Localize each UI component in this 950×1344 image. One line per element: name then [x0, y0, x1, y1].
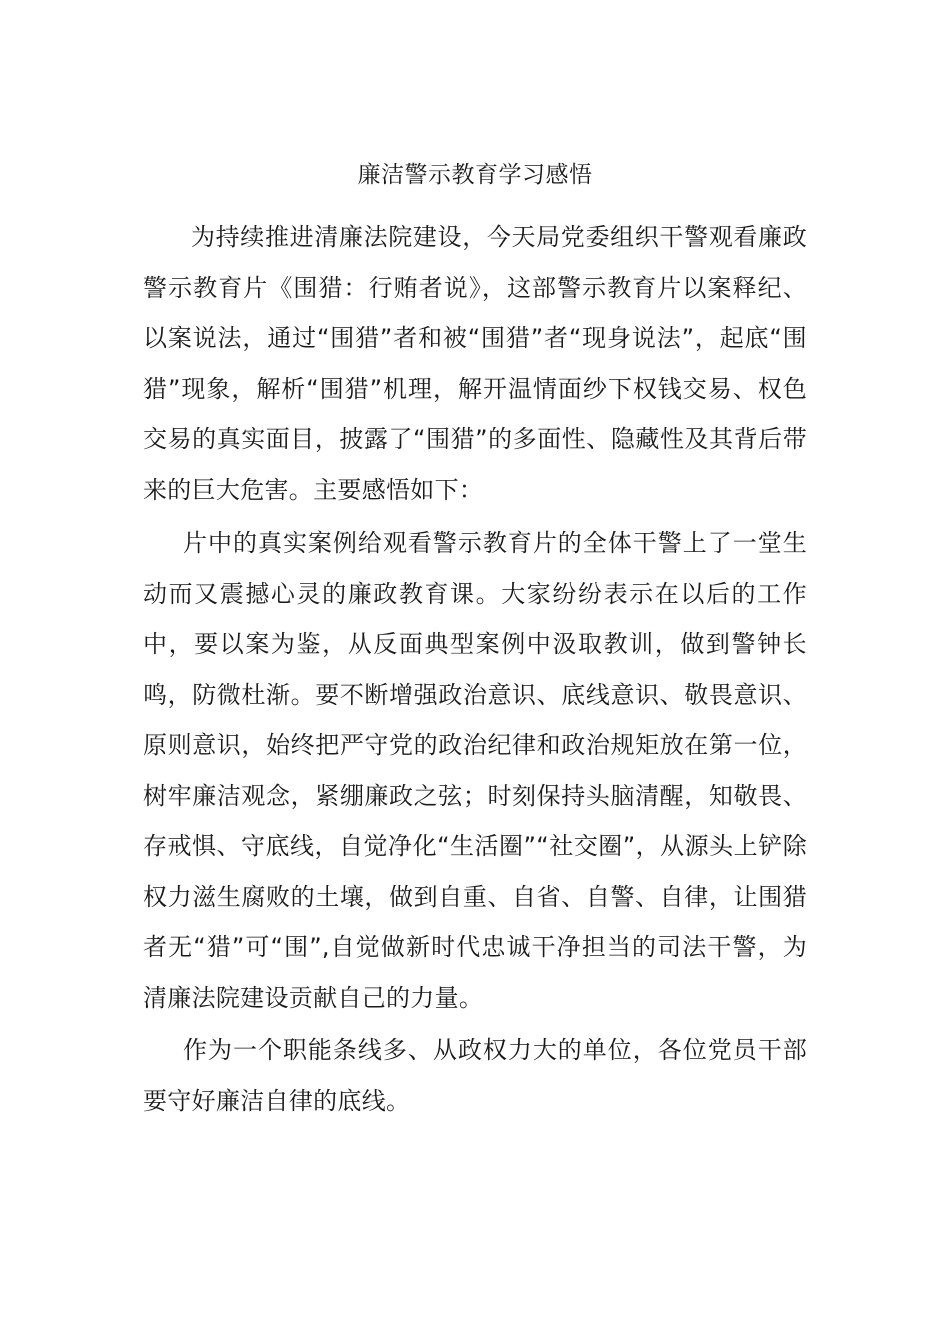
paragraph-reflection: 片中的真实案例给观看警示教育片的全体干警上了一堂生动而又震撼心灵的廉政教育课。大家纷纷表示在以后的工作中，要以案为鉴，从反面典型案例中汲取教训，做到警钟长鸣，防微杜渐。要不断增强政治意识、底线意识、敬畏意识、原则意识，始终把严守党的政治纪律和政治规矩放在第一位，树牢廉洁观念，紧绷廉政之弦；时刻保持头脑清醒，知敬畏、存戒惧、守底线，自觉净化“生活圈”“社交圈”，从源头上铲除权力滋生腐败的土壤，做到自重、自省、自警、自律，让围猎者无“猎”可“围”,自觉做新时代忠诚干净担当的司法干警，为清廉法院建设贡献自己的力量。: [143, 529, 807, 1012]
paragraph-conclusion: 作为一个职能条线多、从政权力大的单位，各位党员干部要守好廉洁自律的底线。: [143, 1036, 807, 1115]
paragraph-intro: 为持续推进清廉法院建设，今天局党委组织干警观看廉政警示教育片《围猎：行贿者说》，这部警示教育片以案释纪、以案说法，通过“围猎”者和被“围猎”者“现身说法”，起底“围猎”现象，解析“围猎”机理，解开温情面纱下权钱交易、权色交易的真实面目，披露了“围猎”的多面性、隐藏性及其背后带来的巨大危害。主要感悟如下：: [143, 223, 807, 504]
document-title: 廉洁警示教育学习感悟: [357, 162, 593, 188]
